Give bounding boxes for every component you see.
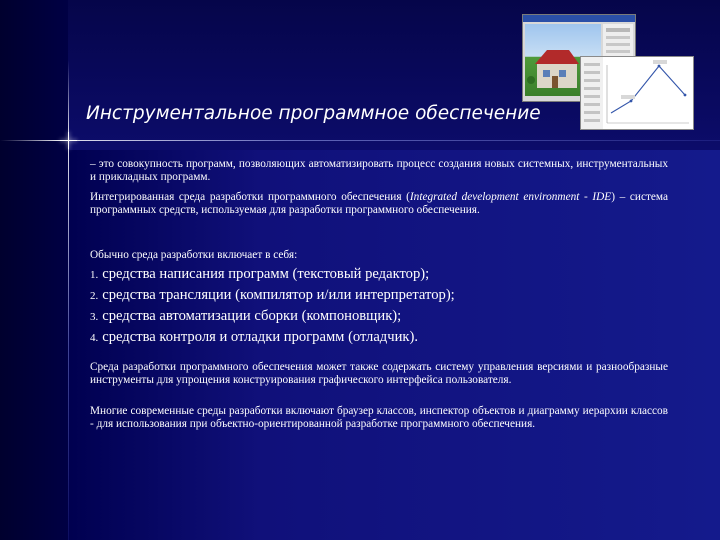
list-item-text: средства трансляции (компилятор и/или интерпретатор); [102,287,455,303]
list-item [90,264,455,285]
paragraph-class-browser: Многие современные среды разработки включают браузер классов, инспектор объектов и диаграмму иерархии классов - для использования при объектно-ориентированной разработке программного обеспечения. [90,405,668,431]
line-chart-thumbnail [581,57,693,129]
slide-title: Инструментальное программное обеспечение [86,103,541,124]
ide-text-end: ) – система программных средств, используемая для разработки программного обеспечения. [90,191,668,217]
ide-chart-screenshot [580,56,694,130]
list-item-text: средства контроля и отладки программ (отладчик). [102,329,418,345]
paragraph-ide [90,191,668,217]
left-decor-band [0,0,68,540]
list-item-number: 1. [90,269,99,281]
list-item-number: 3. [90,311,99,323]
list-item-number: 4. [90,332,99,344]
paragraph-list-intro: Обычно среда разработки включает в себя: [90,249,298,261]
list-item-text: средства написания программ (текстовый редактор); [102,266,430,282]
ide-english-term: Integrated development environment - IDE [409,191,612,203]
horizontal-decor-line [0,140,720,141]
sparkle-icon [60,132,77,149]
list-item-number: 2. [90,290,99,302]
list-item [90,285,455,306]
list-item [90,306,455,327]
paragraph-version-control: Среда разработки программного обеспечения может также содержать систему управления версиями и разнообразные инструменты для упрощения конструирования графического интерфейса пользователя. [90,361,668,387]
list-item-text: средства автоматизации сборки (компоновщик); [102,308,402,324]
window-titlebar [523,15,635,22]
ide-text-start: Интегрированная среда разработки программного обеспечения ( [90,191,410,203]
list-item [90,327,455,348]
ide-components-list [90,264,455,348]
paragraph-definition: – это совокупность программ, позволяющих автоматизировать процесс создания новых системных, инструментальных и прикладных программ. [90,158,668,184]
